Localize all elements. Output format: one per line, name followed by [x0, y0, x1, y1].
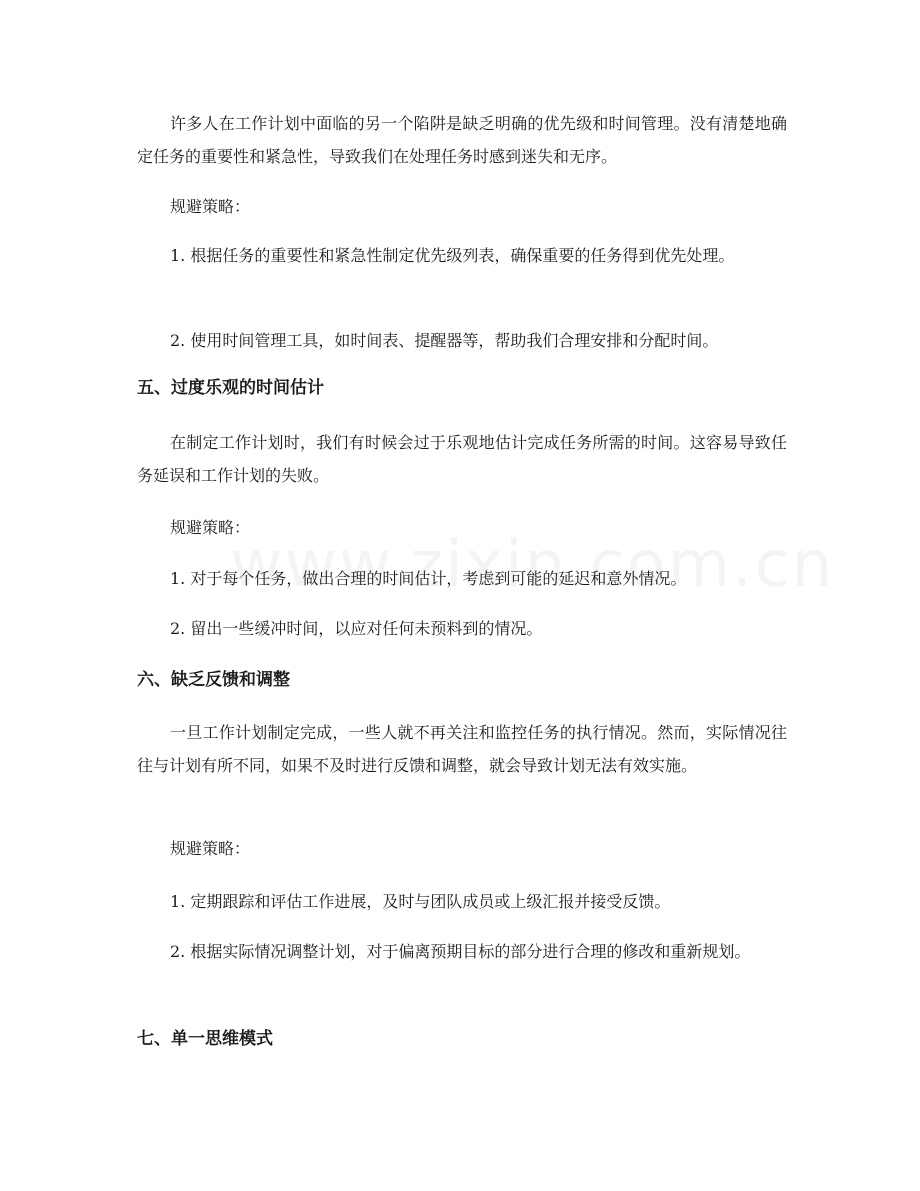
paragraph-optimistic-estimate: 在制定工作计划时，我们有时候会过于乐观地估计完成任务所需的时间。这容易导致任务延误和工作计划的失败。: [137, 433, 787, 485]
section-heading-7: 七、单一思维模式: [137, 1029, 273, 1049]
strategy-item: 2. 根据实际情况调整计划，对于偏离预期目标的部分进行合理的修改和重新规划。: [170, 942, 751, 961]
strategy-item: 2. 留出一些缓冲时间，以应对任何未预料到的情况。: [170, 619, 543, 638]
paragraph-priority: 许多人在工作计划中面临的另一个陷阱是缺乏明确的优先级和时间管理。没有清楚地确定任务的重要性和紧急性，导致我们在处理任务时感到迷失和无序。: [137, 114, 787, 166]
strategy-item: 2. 使用时间管理工具，如时间表、提醒器等，帮助我们合理安排和分配时间。: [170, 331, 719, 350]
section-heading-6: 六、缺乏反馈和调整: [137, 670, 290, 690]
section-heading-5: 五、过度乐观的时间估计: [137, 378, 324, 398]
strategy-item: 1. 根据任务的重要性和紧急性制定优先级列表，确保重要的任务得到优先处理。: [170, 246, 735, 265]
strategy-label: 规避策略：: [170, 197, 251, 216]
strategy-label: 规避策略：: [170, 518, 251, 537]
strategy-item: 1. 对于每个任务，做出合理的时间估计，考虑到可能的延迟和意外情况。: [170, 569, 687, 588]
paragraph-feedback: 一旦工作计划制定完成，一些人就不再关注和监控任务的执行情况。然而，实际情况往往与计划有所不同，如果不及时进行反馈和调整，就会导致计划无法有效实施。: [137, 723, 787, 775]
strategy-label: 规避策略：: [170, 839, 251, 858]
strategy-item: 1. 定期跟踪和评估工作进展，及时与团队成员或上级汇报并接受反馈。: [170, 892, 671, 911]
